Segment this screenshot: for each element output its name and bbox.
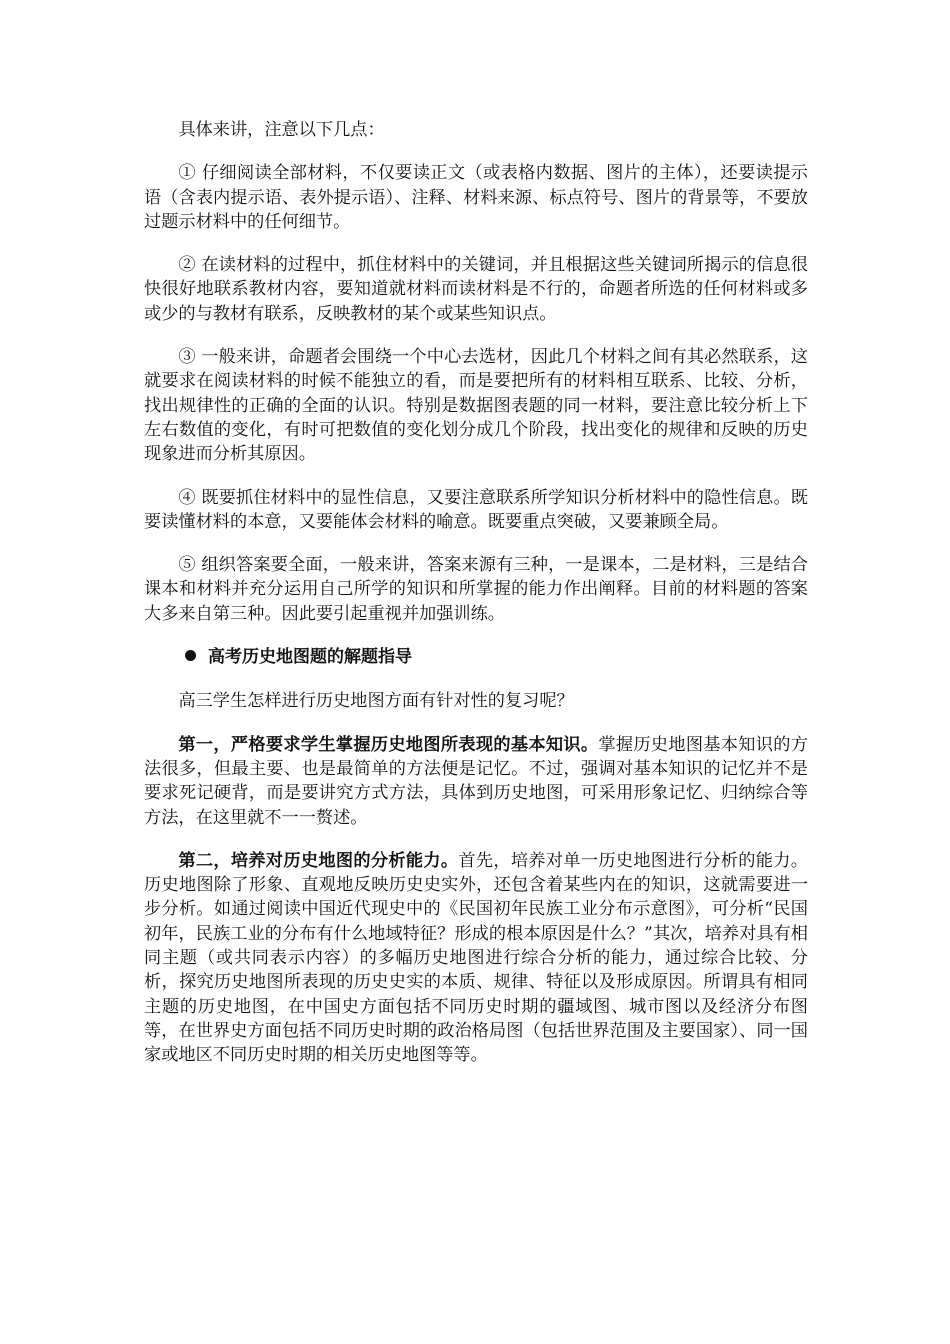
point-5-paragraph: ⑤ 组织答案要全面，一般来讲，答案来源有三种，一是课本，二是材料，三是结合课本和材料并充分运用自己所学的知识和所掌握的能力作出阐释。目前的材料题的答案大多来自第三种。因此要引起重视并加强训练。 [144,555,808,624]
point-2-paragraph: ② 在读材料的过程中，抓住材料中的关键词，并且根据这些关键词所揭示的信息很快很好地联系教材内容，要知道就材料而读材料是不行的，命题者所选的任何材料或多或少的与教材有联系，反映教材的某个或某些知识点。 [144,255,808,324]
bullet-icon [185,650,196,661]
document-page [144,118,808,1087]
section-heading-text: 高考历史地图题的解题指导 [208,647,412,668]
first-point-paragraph [144,733,808,830]
point-3-paragraph: ③ 一般来讲，命题者会围绕一个中心去选材，因此几个材料之间有其必然联系，这就要求在阅读材料的时候不能独立的看，而是要把所有的材料相互联系、比较、分析，找出规律性的正确的全面的认识。特别是数据图表题的同一材料，要注意比较分析上下左右数值的变化，有时可把数值的变化划分成几个阶段，找出变化的规律和反映的历史现象进而分析其原因。 [144,347,808,465]
point-1-paragraph: ① 仔细阅读全部材料，不仅要读正文（或表格内数据、图片的主体），还要读提示语（含表内提示语、表外提示语）、注释、材料来源、标点符号、图片的背景等，不要放过题示材料中的任何细节。 [144,163,808,232]
point-4-paragraph: ④ 既要抓住材料中的显性信息，又要注意联系所学知识分析材料中的隐性信息。既要读懂材料的本意，又要能体会材料的喻意。既要重点突破，又要兼顾全局。 [144,487,808,532]
second-point-body: 首先，培养对单一历史地图进行分析的能力。历史地图除了形象、直观地反映历史史实外，还包含着某些内在的知识，这就需要进一步分析。如通过阅读中国近代现史中的《民国初年民族工业分布示意图》，可分析“民国初年，民族工业的分布有什么地域特征？形成的根本原因是什么？”其次，培养对具有相同主题（或共同表示内容）的多幅历史地图进行综合分析的能力，通过综合比较、分析，探究历史地图所表现的历史史实的本质、规律、特征以及形成原因。所谓具有相同主题的历史地图，在中国史方面包括不同历史时期的疆域图、城市图以及经济分布图等，在世界史方面包括不同历史时期的政治格局图（包括世界范围及主要国家）、同一国家或地区不同历史时期的相关历史地图等等。 [144,850,808,1066]
section-heading [144,645,808,669]
second-point-paragraph [144,849,808,1068]
second-point-lead: 第二，培养对历史地图的分析能力。 [178,850,459,871]
question-paragraph: 高三学生怎样进行历史地图方面有针对性的复习呢？ [178,691,574,712]
first-point-body: 掌握历史地图基本知识的方法很多，但最主要、也是最简单的方法便是记忆。不过，强调对基本知识的记忆并不是要求死记硬背，而是要讲究方式方法，具体到历史地图，可采用形象记忆、归纳综合等方法，在这里就不一一赘述。 [144,734,808,828]
intro-paragraph: 具体来讲，注意以下几点： [178,120,385,140]
first-point-lead: 第一，严格要求学生掌握历史地图所表现的基本知识。 [178,734,599,755]
